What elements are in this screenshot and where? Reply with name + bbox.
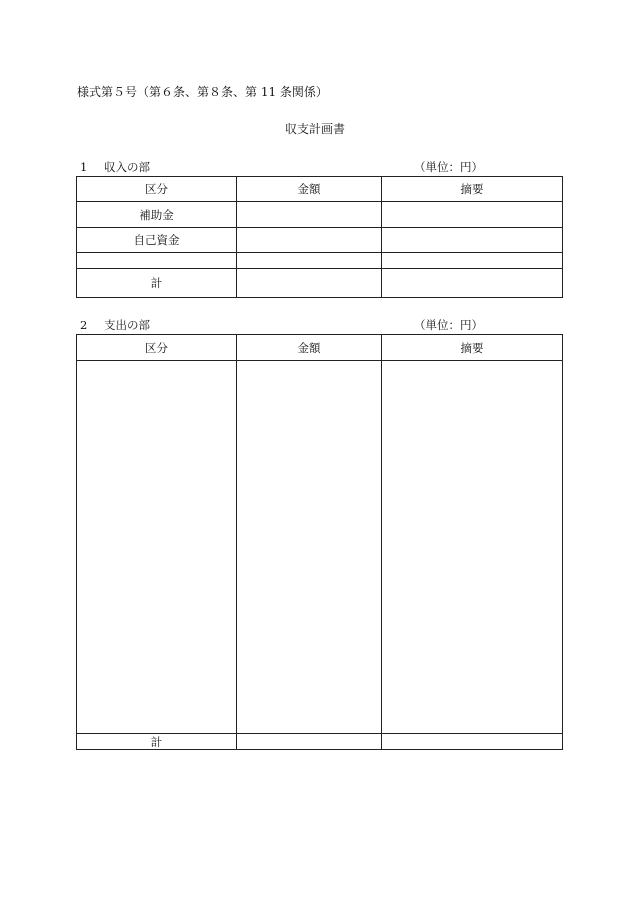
- table-row: [77, 228, 563, 253]
- expense-header-amount: 金額: [237, 335, 382, 361]
- income-row-amount[interactable]: [237, 202, 382, 228]
- expense-unit-note: （単位：円）: [414, 318, 483, 332]
- income-row-remarks[interactable]: [382, 253, 563, 269]
- income-header-remarks: 摘要: [382, 177, 563, 202]
- expense-section-title: 支出の部: [104, 318, 150, 332]
- income-total-label: 計: [77, 269, 237, 298]
- income-section-title: 収入の部: [104, 160, 150, 174]
- income-row-category: 補助金: [77, 202, 237, 228]
- income-row-category: 自己資金: [77, 228, 237, 253]
- expense-total-remarks[interactable]: [382, 734, 563, 750]
- income-total-amount[interactable]: [237, 269, 382, 298]
- income-total-row: [77, 269, 563, 298]
- income-section-number: 1: [80, 160, 88, 174]
- expense-total-label: 計: [77, 734, 237, 750]
- income-row-remarks[interactable]: [382, 202, 563, 228]
- income-header-category: 区分: [77, 177, 237, 202]
- expense-row-amount[interactable]: [237, 361, 382, 734]
- income-header-row: [77, 177, 563, 202]
- table-row: [77, 361, 563, 734]
- expense-total-amount[interactable]: [237, 734, 382, 750]
- expense-header-remarks: 摘要: [382, 335, 563, 361]
- expense-table: [76, 334, 563, 750]
- income-unit-note: （単位：円）: [414, 160, 483, 174]
- expense-row-category[interactable]: [77, 361, 237, 734]
- income-row-remarks[interactable]: [382, 228, 563, 253]
- expense-header-row: [77, 335, 563, 361]
- income-total-remarks[interactable]: [382, 269, 563, 298]
- expense-row-remarks[interactable]: [382, 361, 563, 734]
- expense-section-number: 2: [80, 318, 88, 332]
- income-row-amount[interactable]: [237, 228, 382, 253]
- income-section-heading: [80, 160, 150, 174]
- income-table: [76, 176, 563, 298]
- document-title: 収支計画書: [284, 122, 345, 136]
- income-header-amount: 金額: [237, 177, 382, 202]
- table-row: [77, 202, 563, 228]
- income-row-amount[interactable]: [237, 253, 382, 269]
- form-number: 様式第５号（第６条、第８条、第 11 条関係）: [77, 85, 328, 99]
- expense-header-category: 区分: [77, 335, 237, 361]
- table-row: [77, 253, 563, 269]
- income-row-category[interactable]: [77, 253, 237, 269]
- expense-total-row: [77, 734, 563, 750]
- expense-section-heading: [80, 318, 150, 332]
